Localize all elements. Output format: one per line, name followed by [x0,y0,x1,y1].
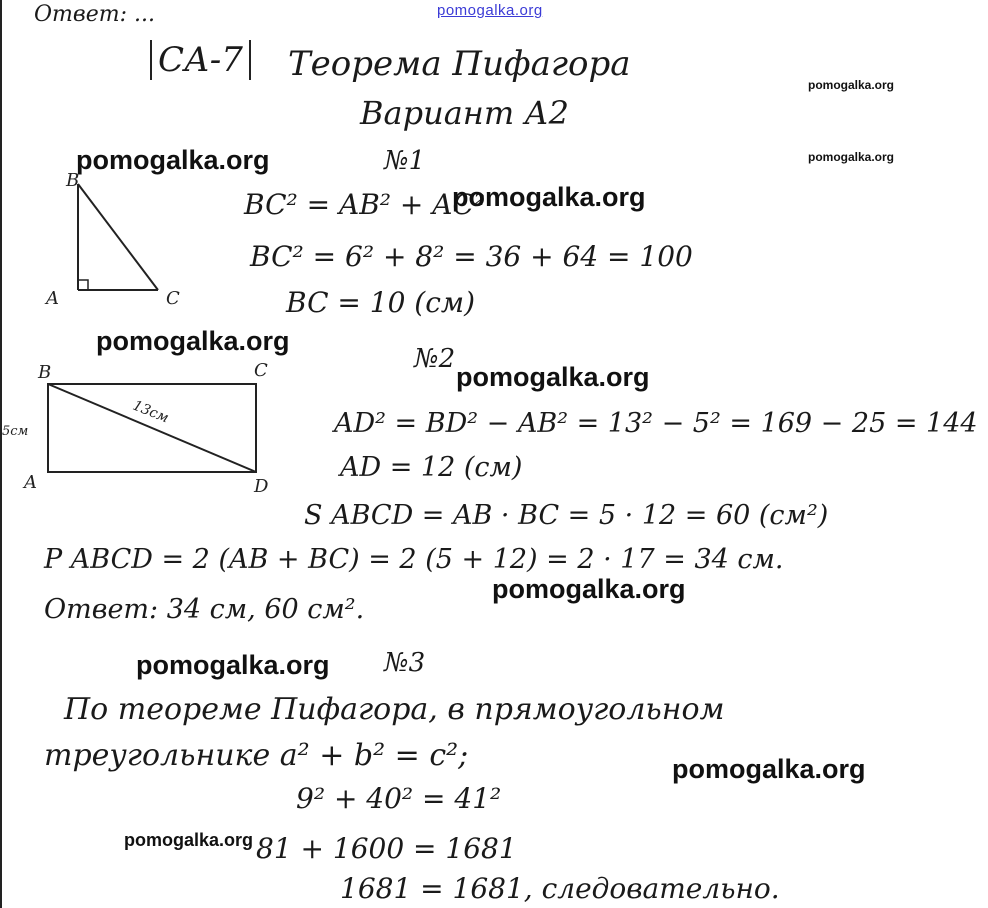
task2-vertex-c: C [254,360,268,381]
watermark-link[interactable]: pomogalka.org [672,754,866,784]
task2-line3: S ABCD = AB · BC = 5 · 12 = 60 (см²) [304,500,829,531]
task1-line2: BC² = 6² + 8² = 36 + 64 = 100 [250,240,693,273]
watermark-link[interactable]: pomogalka.org [456,362,650,392]
task1-triangle-figure [40,170,210,315]
task2-line2: AD = 12 (см) [340,452,523,483]
task2-side-label: 5см [2,424,29,439]
task3-number: №3 [384,648,426,678]
task3-line1: По теореме Пифагора, в прямоугольном [64,692,725,727]
task-badge: СА-7 [150,40,251,80]
task3-line2: треугольнике a² + b² = c²; [44,738,469,773]
task2-line1: AD² = BD² − AB² = 13² − 5² = 169 − 25 = 144 [334,408,978,439]
task3-line5: 1681 = 1681, следовательно. [340,872,780,905]
watermark-link[interactable]: pomogalka.org [96,326,290,356]
task3-line4: 81 + 1600 = 1681 [256,832,517,865]
task1-line1: BC² = AB² + AC² [244,188,486,221]
task1-vertex-a: A [46,288,59,309]
watermark-link[interactable]: pomogalka.org [808,78,895,92]
task2-line4: P ABCD = 2 (AB + BC) = 2 (5 + 12) = 2 · 17 = 34 см. [44,544,784,575]
watermark-link[interactable]: pomogalka.org [452,182,646,212]
watermark-link[interactable]: pomogalka.org [124,830,254,850]
task1-vertex-c: C [166,288,180,309]
task2-answer: Ответ: 34 см, 60 см². [44,594,365,625]
watermark-top[interactable]: pomogalka.org [437,2,543,19]
top-fragment: Ответ: ... [34,2,155,27]
variant-label: Вариант А2 [360,94,569,132]
task1-number: №1 [384,146,426,176]
task2-rectangle-figure [30,370,280,490]
task1-vertex-b: B [66,170,80,191]
task1-line3: BC = 10 (см) [286,286,476,319]
task2-diagonal-label: 13см [130,397,171,427]
page-title: Теорема Пифагора [288,44,631,84]
task2-vertex-a: A [24,472,37,493]
task2-vertex-d: D [254,476,269,497]
task2-number: №2 [414,344,456,374]
watermark-link[interactable]: pomogalka.org [76,145,270,175]
watermark-link[interactable]: pomogalka.org [492,574,686,604]
task3-line3: 9² + 40² = 41² [296,782,502,815]
watermark-link[interactable]: pomogalka.org [136,650,330,680]
left-margin-line [0,0,2,908]
watermark-link[interactable]: pomogalka.org [808,150,895,164]
task2-vertex-b: B [38,362,52,383]
